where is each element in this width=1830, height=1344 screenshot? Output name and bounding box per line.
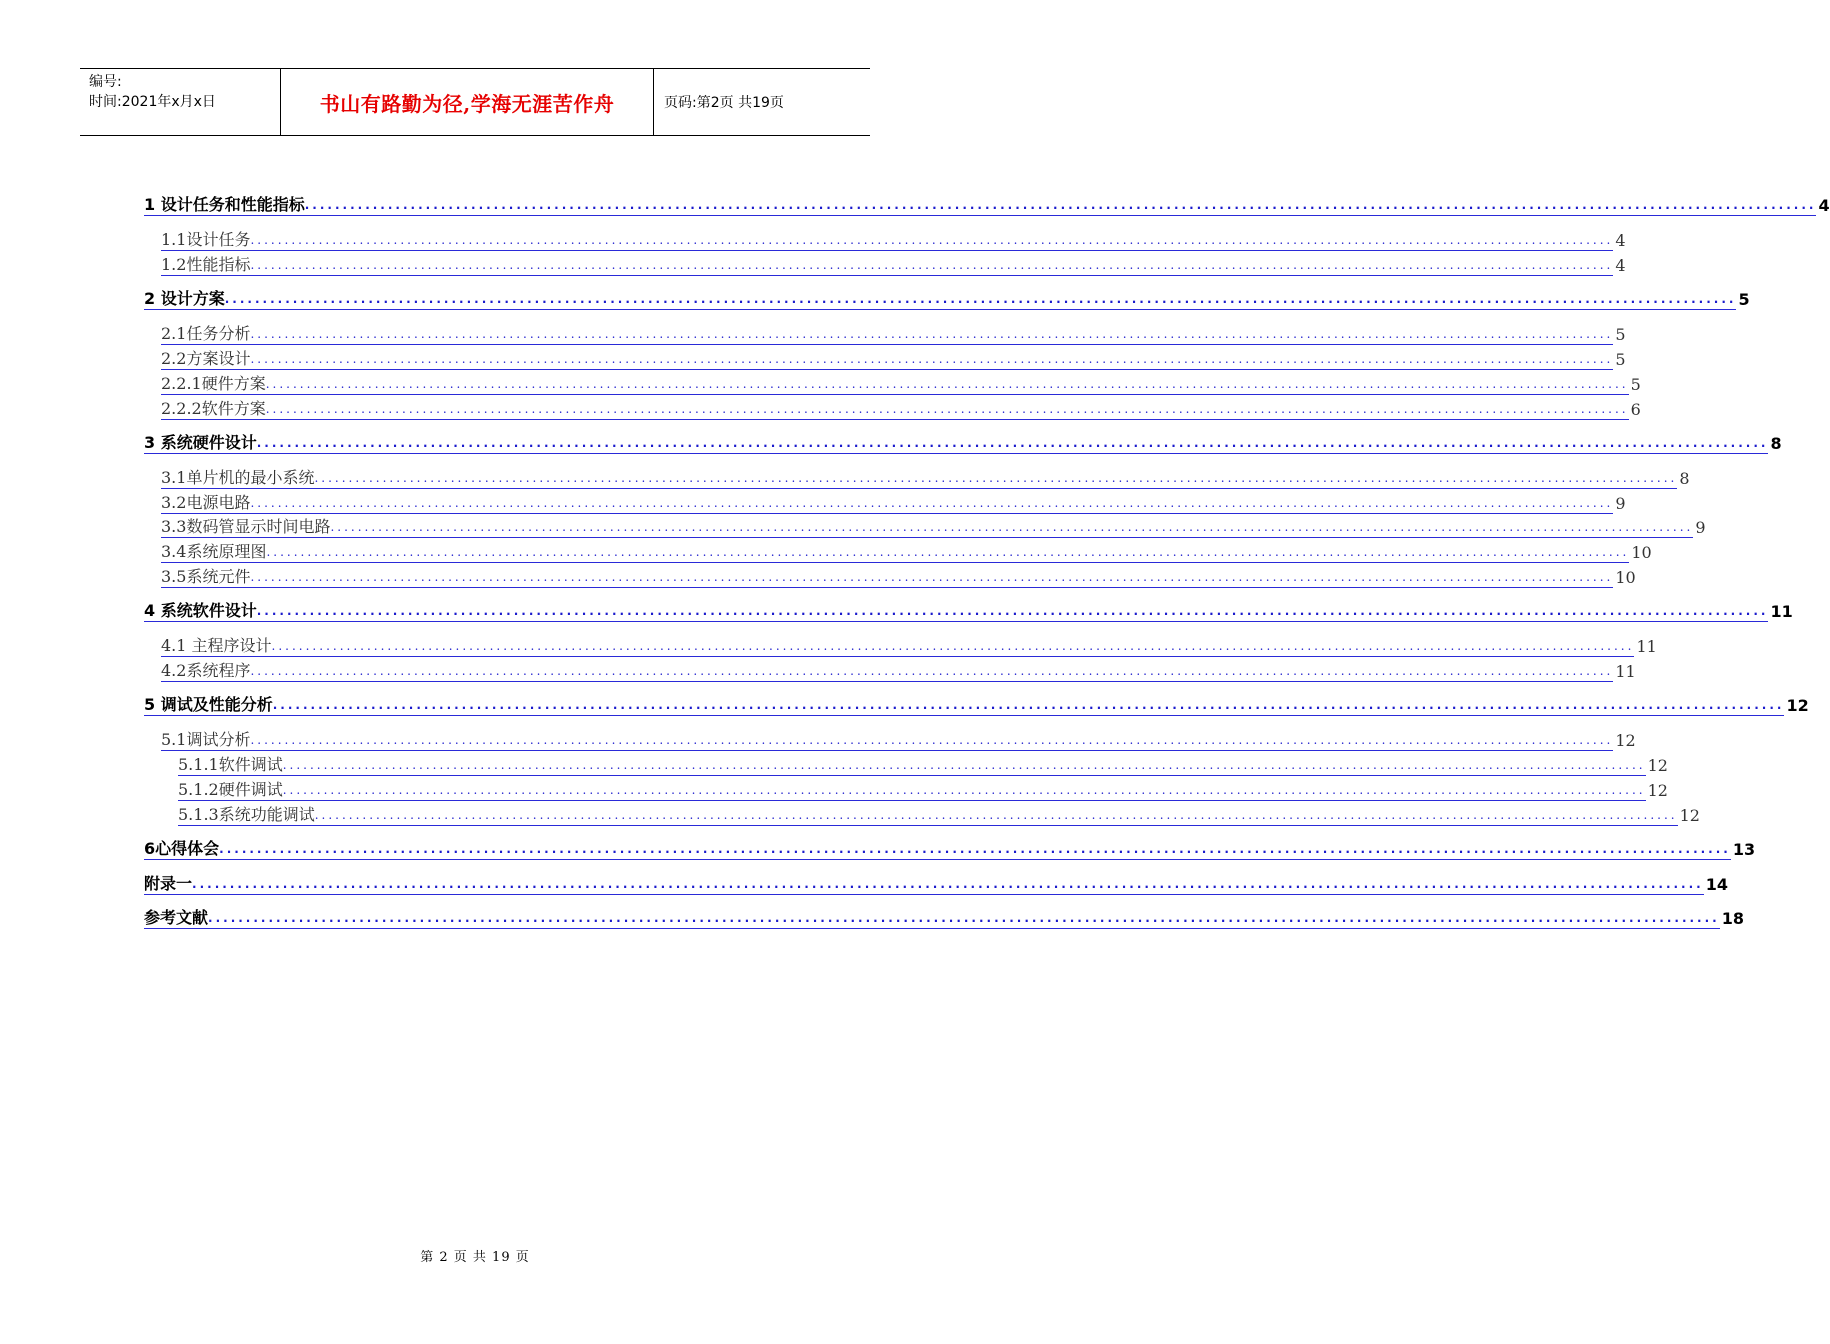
toc-entry[interactable] <box>161 541 1652 563</box>
toc-entry-page: 8 <box>1770 434 1782 453</box>
header-page-label: 页码:第2页 共19页 <box>664 95 784 111</box>
toc-entry[interactable] <box>144 288 1750 310</box>
toc-dot-leader: ........................................................................................................................................................................................................ <box>225 290 1737 310</box>
toc-entry-page: 11 <box>1636 637 1657 656</box>
toc-entry[interactable] <box>144 838 1756 860</box>
toc-dot-leader: ........................................................................................................................................................................................................ <box>192 875 1704 895</box>
toc-dot-leader: ........................................................................................................................................................................................................ <box>273 696 1785 716</box>
toc-entry-title: 1 设计任务和性能指标 <box>144 195 305 214</box>
toc-entry-page: 10 <box>1631 543 1652 562</box>
toc-entry[interactable] <box>178 779 1668 801</box>
toc-entry[interactable] <box>144 194 1830 216</box>
toc-entry-title: 5 调试及性能分析 <box>144 695 273 714</box>
toc-dot-leader: ........................................................................................................................................................................................................ <box>315 806 1678 826</box>
toc-entry-title: 1.2性能指标 <box>161 255 251 274</box>
toc-entry-page: 5 <box>1615 325 1626 344</box>
toc-entry-page: 14 <box>1705 875 1728 894</box>
toc-entry[interactable] <box>161 516 1706 538</box>
toc-entry-page: 4 <box>1818 196 1830 215</box>
page-header <box>80 68 870 136</box>
toc-dot-leader: ........................................................................................................................................................................................................ <box>266 375 1629 395</box>
toc-dot-leader: ........................................................................................................................................................................................................ <box>250 731 1613 751</box>
toc-entry[interactable] <box>161 635 1657 657</box>
toc-entry-page: 12 <box>1647 756 1668 775</box>
header-motto: 书山有路勤为径,学海无涯苦作舟 <box>281 69 654 135</box>
toc-entry-title: 3.2电源电路 <box>161 493 251 512</box>
toc-dot-leader: ........................................................................................................................................................................................................ <box>272 637 1635 657</box>
toc-entry[interactable] <box>144 694 1809 716</box>
toc-dot-leader: ........................................................................................................................................................................................................ <box>250 662 1613 682</box>
toc-dot-leader: ........................................................................................................................................................................................................ <box>250 350 1613 370</box>
toc-entry-page: 4 <box>1615 256 1626 275</box>
toc-entry-title: 3.4系统原理图 <box>161 542 267 561</box>
toc-dot-leader: ........................................................................................................................................................................................................ <box>283 781 1646 801</box>
toc-entry-title: 2.2.1硬件方案 <box>161 374 266 393</box>
toc-entry-title: 参考文献 <box>144 908 209 927</box>
toc-dot-leader: ........................................................................................................................................................................................................ <box>330 518 1693 538</box>
toc-entry[interactable] <box>144 600 1793 622</box>
toc-dot-leader: ........................................................................................................................................................................................................ <box>250 494 1613 514</box>
toc-entry[interactable] <box>178 754 1668 776</box>
toc-entry[interactable] <box>161 729 1636 751</box>
toc-entry[interactable] <box>161 660 1636 682</box>
toc-entry[interactable] <box>161 323 1626 345</box>
toc-dot-leader: ........................................................................................................................................................................................................ <box>314 469 1677 489</box>
toc-dot-leader: ........................................................................................................................................................................................................ <box>250 325 1613 345</box>
toc-entry[interactable] <box>178 804 1700 826</box>
toc-entry[interactable] <box>161 373 1641 395</box>
toc-entry[interactable] <box>161 254 1626 276</box>
toc-entry-page: 10 <box>1615 568 1636 587</box>
toc-dot-leader: ........................................................................................................................................................................................................ <box>250 568 1613 588</box>
toc-entry-page: 9 <box>1695 518 1706 537</box>
toc-entry[interactable] <box>144 873 1728 895</box>
toc-entry-title: 4.1 主程序设计 <box>161 636 272 655</box>
toc-entry-title: 2 设计方案 <box>144 289 225 308</box>
document-date-label: 时间:2021年x月x日 <box>89 94 216 110</box>
toc-entry-title: 5.1.2硬件调试 <box>178 780 283 799</box>
toc-entry-page: 5 <box>1738 290 1750 309</box>
toc-dot-leader: ........................................................................................................................................................................................................ <box>266 400 1629 420</box>
toc-entry-page: 12 <box>1615 731 1636 750</box>
toc-entry[interactable] <box>144 432 1782 454</box>
toc-entry-page: 5 <box>1630 375 1641 394</box>
toc-entry[interactable] <box>161 398 1641 420</box>
toc-entry-page: 12 <box>1679 806 1700 825</box>
toc-entry-page: 11 <box>1615 662 1636 681</box>
toc-entry-page: 6 <box>1630 400 1641 419</box>
toc-entry[interactable] <box>161 467 1690 489</box>
toc-entry-title: 3.5系统元件 <box>161 567 251 586</box>
toc-entry-title: 2.2.2软件方案 <box>161 399 266 418</box>
toc-entry-title: 1.1设计任务 <box>161 230 251 249</box>
toc-entry[interactable] <box>161 566 1636 588</box>
toc-entry[interactable] <box>161 348 1626 370</box>
toc-entry-title: 2.2方案设计 <box>161 349 251 368</box>
toc-entry-title: 附录一 <box>144 874 193 893</box>
toc-entry-title: 5.1.1软件调试 <box>178 755 283 774</box>
toc-entry[interactable] <box>144 907 1744 929</box>
toc-entry-page: 12 <box>1786 696 1809 715</box>
toc-dot-leader: ........................................................................................................................................................................................................ <box>257 434 1769 454</box>
toc-entry-title: 3 系统硬件设计 <box>144 433 257 452</box>
toc-entry-title: 5.1.3系统功能调试 <box>178 805 315 824</box>
header-info-cell <box>80 69 281 135</box>
toc-dot-leader: ........................................................................................................................................................................................................ <box>305 196 1817 216</box>
toc-dot-leader: ........................................................................................................................................................................................................ <box>283 756 1646 776</box>
toc-entry-page: 4 <box>1615 231 1626 250</box>
toc-entry-page: 11 <box>1770 602 1793 621</box>
toc-entry-page: 18 <box>1721 909 1744 928</box>
toc-entry-title: 4.2系统程序 <box>161 661 251 680</box>
document-number-label: 编号: <box>89 74 122 90</box>
toc-entry-page: 5 <box>1615 350 1626 369</box>
toc-entry[interactable] <box>161 229 1626 251</box>
toc-entry-title: 4 系统软件设计 <box>144 601 257 620</box>
toc-dot-leader: ........................................................................................................................................................................................................ <box>266 543 1629 563</box>
toc-dot-leader: ........................................................................................................................................................................................................ <box>208 909 1720 929</box>
toc-entry-title: 3.3数码管显示时间电路 <box>161 517 331 536</box>
toc-dot-leader: ........................................................................................................................................................................................................ <box>250 256 1613 276</box>
toc-entry-page: 13 <box>1732 840 1756 859</box>
toc-entry-page: 8 <box>1679 469 1690 488</box>
toc-entry-title: 3.1单片机的最小系统 <box>161 468 315 487</box>
toc-dot-leader: ........................................................................................................................................................................................................ <box>219 840 1731 860</box>
toc-entry[interactable] <box>161 492 1626 514</box>
toc-entry-page: 9 <box>1615 494 1626 513</box>
toc-entry-title: 5.1调试分析 <box>161 730 251 749</box>
toc-entry-page: 12 <box>1647 781 1668 800</box>
toc-entry-title: 6心得体会 <box>144 839 220 858</box>
toc-dot-leader: ........................................................................................................................................................................................................ <box>257 602 1769 622</box>
toc-entry-title: 2.1任务分析 <box>161 324 251 343</box>
page-footer: 第 2 页 共 19 页 <box>420 1250 530 1265</box>
toc-dot-leader: ........................................................................................................................................................................................................ <box>250 231 1613 251</box>
